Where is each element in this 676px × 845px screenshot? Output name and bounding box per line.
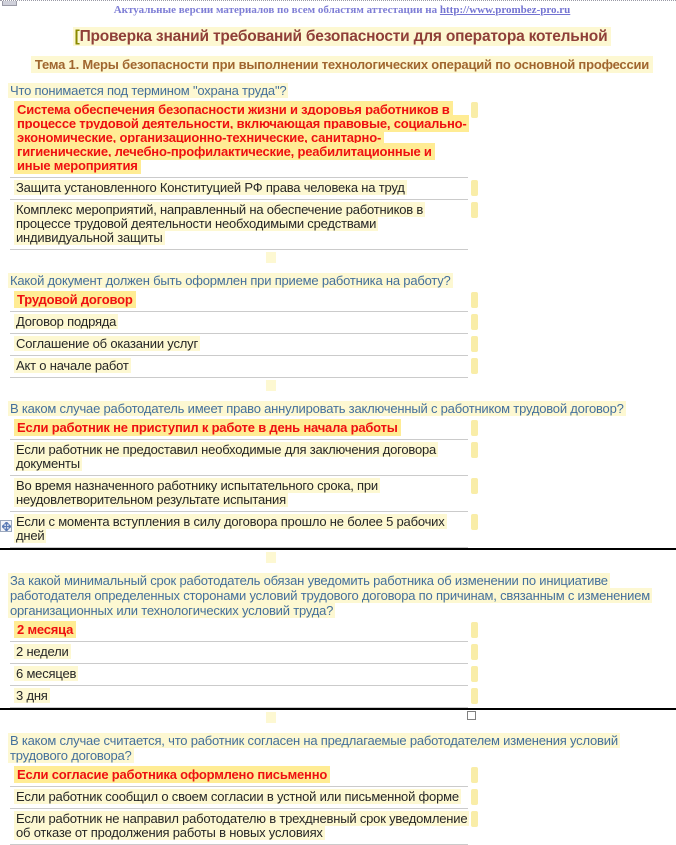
table-bottom-border: [0, 708, 676, 710]
answer-text: Акт о начале работ: [16, 358, 129, 373]
question-text: [8, 273, 676, 288]
answer-row-correct: [10, 418, 468, 440]
table-resize-handle[interactable]: [467, 711, 476, 720]
answer-row-correct: [10, 765, 468, 787]
answer-text: Система обеспечения безопасности жизни и здоровья работников в процессе трудовой деятельности, включающая правовые, социально-экономические, организационно-технические, санитарно-гигиенические, лечебно-профилактические, реабилитационные и иные мероприятия: [14, 101, 469, 174]
highlight-strip: [471, 478, 478, 494]
question-block: [8, 273, 676, 378]
question-text-highlight: Какой документ должен быть оформлен при приеме работника на работу?: [10, 273, 451, 288]
highlight-strip: [471, 336, 478, 352]
answer-row: [10, 440, 468, 476]
question-block: [8, 733, 676, 845]
question-text: [8, 573, 676, 618]
question-text: [8, 733, 676, 763]
answer-row-correct: [10, 100, 468, 178]
answer-text: 3 дня: [16, 688, 48, 703]
table-move-anchor-icon[interactable]: [0, 520, 12, 532]
answer-row: [10, 512, 468, 548]
answer-row-correct: [10, 620, 468, 642]
answer-row-correct: [10, 290, 468, 312]
answer-list: [10, 418, 676, 548]
answer-text: Если работник не направил работодателю в трехдневный срок уведомление об отказе от продолжения работы в новых условиях: [16, 811, 468, 840]
question-text-highlight: В каком случае работодатель имеет право аннулировать заключенный с работником трудовой договор?: [10, 401, 624, 416]
theme-heading: [8, 56, 676, 73]
table-bottom-border: [0, 548, 676, 550]
question-block: [8, 401, 676, 550]
answer-list: [10, 765, 676, 845]
highlight-strip: [471, 292, 478, 308]
answer-list: [10, 290, 676, 378]
answer-row: [10, 787, 468, 809]
answer-text: Защита установленного Конституцией РФ права человека на труд: [16, 180, 405, 195]
answer-list: [10, 620, 676, 708]
site-header-text: Актуальные версии материалов по всем областям аттестации на: [113, 4, 438, 16]
answer-row: [10, 312, 468, 334]
answer-text: Если с момента вступления в силу договора прошло не более 5 рабочих дней: [16, 514, 445, 543]
answer-text: Во время назначенного работнику испытательного срока, при неудовлетворительном результате испытания: [16, 478, 378, 507]
question-block: [8, 573, 676, 710]
highlight-strip: [471, 622, 478, 638]
highlight-paragraph-mark: [266, 712, 276, 723]
questions: [8, 83, 676, 845]
answer-row: [10, 664, 468, 686]
highlight-strip: [471, 314, 478, 330]
answer-row: [10, 642, 468, 664]
highlight-strip: [471, 420, 478, 436]
highlight-strip: [471, 811, 478, 827]
bookmark-bracket-icon: [: [74, 28, 80, 45]
highlight-strip: [471, 102, 478, 118]
page-title-text: Проверка знаний требований безопасности для оператора котельной: [80, 27, 612, 46]
question-block: [8, 83, 676, 250]
question-text-highlight: За какой минимальный срок работодатель обязан уведомить работника об изменении по инициативе работодателя определенных сторонами условий трудового договора по причинам, связанным с изменением организационных или технологических условий труда?: [10, 573, 650, 618]
answer-text: 2 недели: [16, 644, 69, 659]
answer-row: [10, 178, 468, 200]
corner-fragment-icon: [2, 1, 17, 6]
answer-text: Комплекс мероприятий, направленный на обеспечение работников в процессе трудовой деятельности необходимыми средствами индивидуальной защиты: [16, 202, 424, 245]
highlight-strip: [471, 767, 478, 783]
answer-row: [10, 476, 468, 512]
highlight-strip: [471, 180, 478, 196]
answer-list: [10, 100, 676, 250]
answer-row: [10, 356, 468, 378]
answer-text: Договор подряда: [16, 314, 117, 329]
site-header-link[interactable]: http://www.prombez-pro.ru: [439, 4, 571, 16]
highlight-strip: [471, 688, 478, 704]
answer-text: Трудовой договор: [14, 291, 136, 308]
highlight-strip: [471, 358, 478, 374]
answer-text: Если работник не приступил к работе в день начала работы: [14, 419, 401, 436]
answer-row: [10, 809, 468, 845]
highlight-strip: [471, 202, 478, 218]
highlight-paragraph-mark: [266, 552, 276, 563]
answer-row: [10, 334, 468, 356]
question-text: [8, 401, 676, 416]
theme-heading-text: Тема 1. Меры безопасности при выполнении технологических операций по основной профессии: [31, 56, 653, 73]
site-header: [8, 1, 676, 17]
answer-text: 2 месяца: [14, 621, 76, 638]
answer-text: 6 месяцев: [16, 666, 77, 681]
highlight-strip: [471, 789, 478, 805]
answer-row: [10, 686, 468, 708]
answer-text: Если работник сообщил о своем согласии в устной или письменной форме: [16, 789, 459, 804]
highlight-strip: [471, 666, 478, 682]
answer-text: Соглашение об оказании услуг: [16, 336, 198, 351]
answer-text: Если работник не предоставил необходимые для заключения договора документы: [16, 442, 437, 471]
answer-text: Если согласие работника оформлено письменно: [14, 766, 330, 783]
highlight-paragraph-mark: [266, 380, 276, 391]
answer-row: [10, 200, 468, 250]
highlight-strip: [471, 514, 478, 530]
question-text-highlight: Что понимается под термином "охрана труда"?: [10, 83, 287, 98]
question-text-highlight: В каком случае считается, что работник согласен на предлагаемые работодателем изменения условий трудового договора?: [10, 733, 618, 763]
highlight-paragraph-mark: [266, 252, 276, 263]
page-title: [8, 26, 676, 47]
highlight-strip: [471, 644, 478, 660]
question-text: [8, 83, 676, 98]
highlight-strip: [471, 442, 478, 458]
